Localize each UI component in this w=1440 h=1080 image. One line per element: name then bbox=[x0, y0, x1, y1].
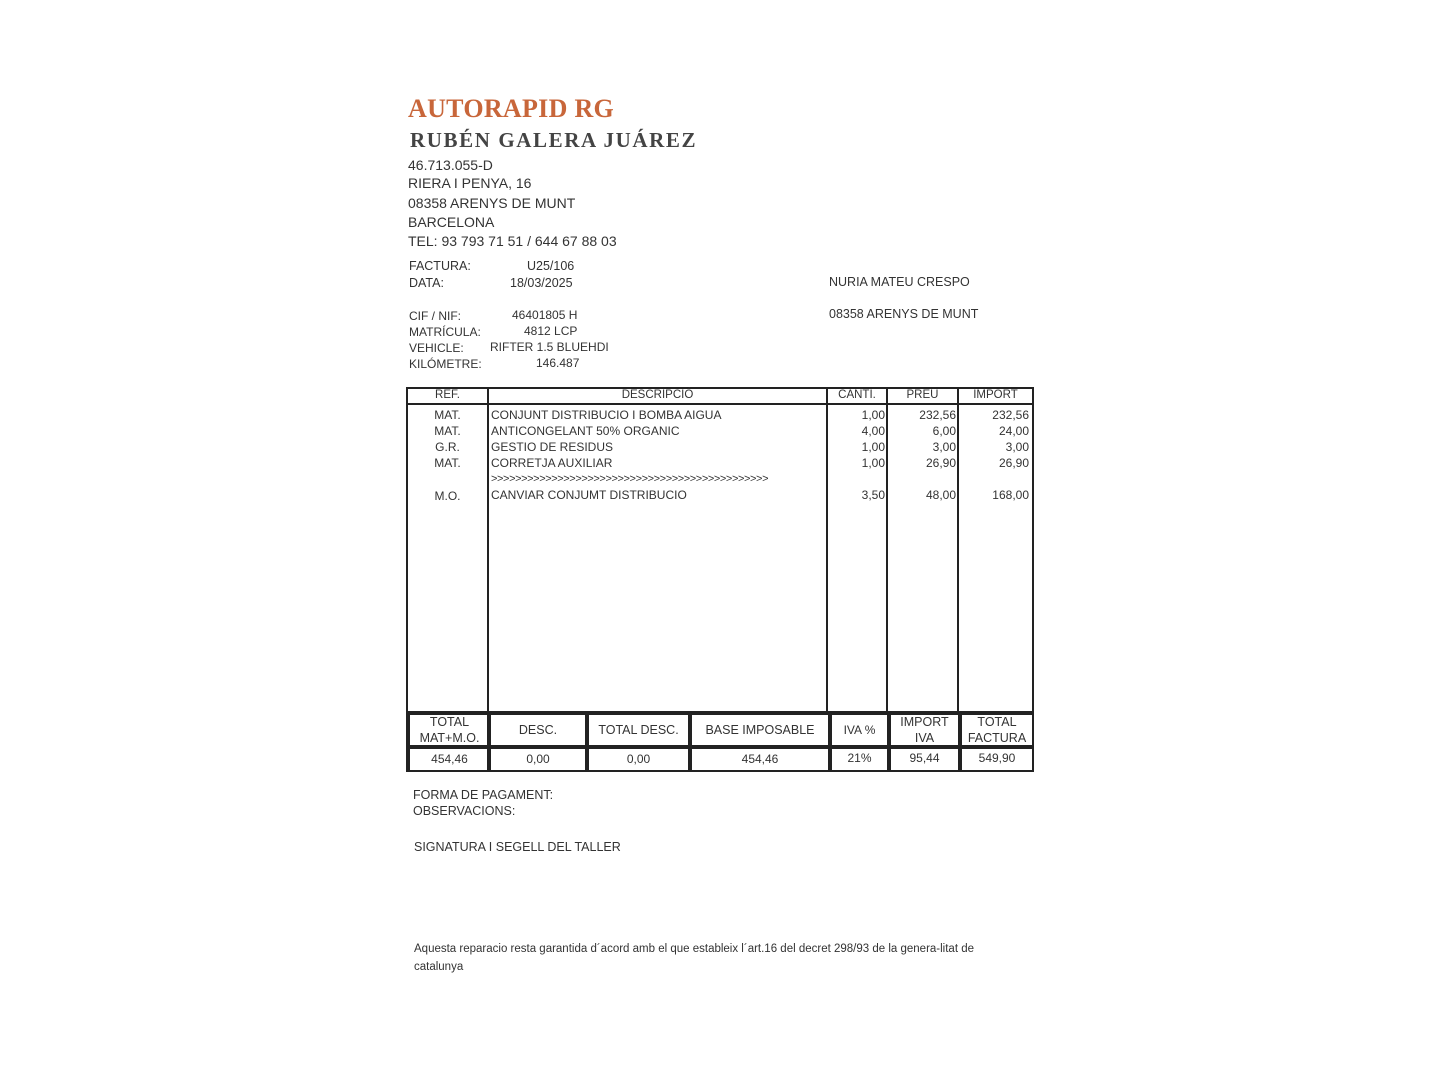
col-divider-ref bbox=[487, 387, 489, 712]
desc-value: 0,00 bbox=[526, 752, 550, 766]
row-amount: 232,56 bbox=[992, 408, 1029, 422]
row-price: 48,00 bbox=[925, 488, 956, 502]
desc-label: DESC. bbox=[518, 723, 558, 737]
observacions-label: OBSERVACIONS: bbox=[413, 804, 516, 818]
total-mat-value: 454,46 bbox=[431, 752, 468, 766]
row-qty: 3,50 bbox=[861, 488, 885, 502]
total-desc-label: TOTAL DESC. bbox=[598, 723, 679, 737]
cif-value: 46401805 H bbox=[512, 308, 578, 322]
row-ref: MAT. bbox=[434, 408, 461, 422]
header-preu: PREU bbox=[906, 389, 939, 401]
row-ref: G.R. bbox=[435, 440, 460, 454]
row-price: 26,90 bbox=[925, 456, 956, 470]
row-desc: GESTIO DE RESIDUS bbox=[491, 440, 614, 454]
km-label: KILÓMETRE: bbox=[409, 357, 482, 371]
row-ref: M.O. bbox=[434, 489, 461, 503]
row-desc: CORRETJA AUXILIAR bbox=[491, 456, 613, 470]
data-value: 18/03/2025 bbox=[510, 276, 573, 290]
issuer-nif: 46.713.055-D bbox=[408, 157, 493, 173]
data-label: DATA: bbox=[409, 276, 444, 290]
total-factura-value: 549,90 bbox=[978, 751, 1016, 765]
row-desc: CONJUNT DISTRIBUCIO I BOMBA AIGUA bbox=[491, 408, 722, 422]
client-name: NURIA MATEU CRESPO bbox=[829, 275, 970, 289]
base-imposable-value: 454,46 bbox=[741, 752, 779, 766]
header-ref: REF. bbox=[435, 389, 460, 401]
import-iva-label-line1: IMPORT bbox=[900, 715, 949, 729]
forma-pagament-label: FORMA DE PAGAMENT: bbox=[413, 788, 554, 802]
issuer-street: RIERA I PENYA, 16 bbox=[408, 175, 532, 191]
total-desc-value: 0,00 bbox=[626, 752, 651, 766]
row-amount: 3,00 bbox=[1005, 440, 1029, 454]
km-value: 146.487 bbox=[536, 356, 580, 370]
row-ref: MAT. bbox=[434, 456, 461, 470]
header-import: IMPORT bbox=[973, 389, 1018, 401]
base-imposable-label: BASE IMPOSABLE bbox=[705, 723, 815, 737]
row-ref: MAT. bbox=[434, 424, 461, 438]
row-amount: 24,00 bbox=[998, 424, 1029, 438]
row-amount: 168,00 bbox=[992, 488, 1029, 502]
cif-label: CIF / NIF: bbox=[409, 309, 461, 323]
row-price: 232,56 bbox=[919, 408, 956, 422]
total-mat-label-line2: MAT+M.O. bbox=[419, 731, 480, 745]
owner-name: RUBÉN GALERA JUÁREZ bbox=[410, 128, 698, 152]
issuer-province: BARCELONA bbox=[408, 214, 495, 230]
matricula-label: MATRÍCULA: bbox=[409, 325, 481, 339]
issuer-phone: TEL: 93 793 71 51 / 644 67 88 03 bbox=[408, 233, 617, 249]
warranty-note: Aquesta reparacio resta garantida d´acord amb el que estableix l´art.16 del decret 298/93 de la genera-litat de catalunya bbox=[414, 943, 975, 973]
header-canti: CANTI. bbox=[838, 389, 876, 401]
vehicle-label: VEHICLE: bbox=[409, 341, 464, 355]
row-desc: CANVIAR CONJUMT DISTRIBUCIO bbox=[491, 488, 687, 502]
iva-value: 21% bbox=[847, 751, 872, 765]
import-iva-value: 95,44 bbox=[909, 751, 940, 765]
row-separator-arrows: >>>>>>>>>>>>>>>>>>>>>>>>>>>>>>>>>>>>>>>>>>>>>> bbox=[491, 473, 769, 485]
header-descripcio: DESCRIPCIÓ bbox=[621, 389, 694, 401]
client-city: 08358 ARENYS DE MUNT bbox=[829, 307, 979, 321]
brand-name: AUTORAPID RG bbox=[408, 94, 615, 123]
total-factura-label-line2: FACTURA bbox=[967, 731, 1027, 745]
row-amount: 26,90 bbox=[998, 456, 1029, 470]
total-mat-label-line1: TOTAL bbox=[429, 715, 470, 729]
row-price: 6,00 bbox=[932, 424, 956, 438]
factura-value: U25/106 bbox=[527, 259, 575, 273]
signature-label: SIGNATURA I SEGELL DEL TALLER bbox=[414, 840, 621, 854]
total-factura-label-line1: TOTAL bbox=[977, 715, 1017, 729]
row-qty: 4,00 bbox=[861, 424, 885, 438]
row-qty: 1,00 bbox=[861, 440, 885, 454]
matricula-value: 4812 LCP bbox=[524, 324, 578, 338]
issuer-city: 08358 ARENYS DE MUNT bbox=[408, 195, 576, 211]
row-qty: 1,00 bbox=[861, 456, 885, 470]
table-header-divider bbox=[406, 403, 1034, 405]
factura-label: FACTURA: bbox=[409, 259, 471, 273]
import-iva-label-line2: IVA bbox=[914, 731, 935, 745]
row-price: 3,00 bbox=[932, 440, 956, 454]
iva-label: IVA % bbox=[843, 723, 876, 737]
vehicle-value: RIFTER 1.5 BLUEHDI bbox=[490, 340, 609, 354]
row-qty: 1,00 bbox=[861, 408, 885, 422]
row-desc: ANTICONGELANT 50% ORGANIC bbox=[491, 424, 680, 438]
